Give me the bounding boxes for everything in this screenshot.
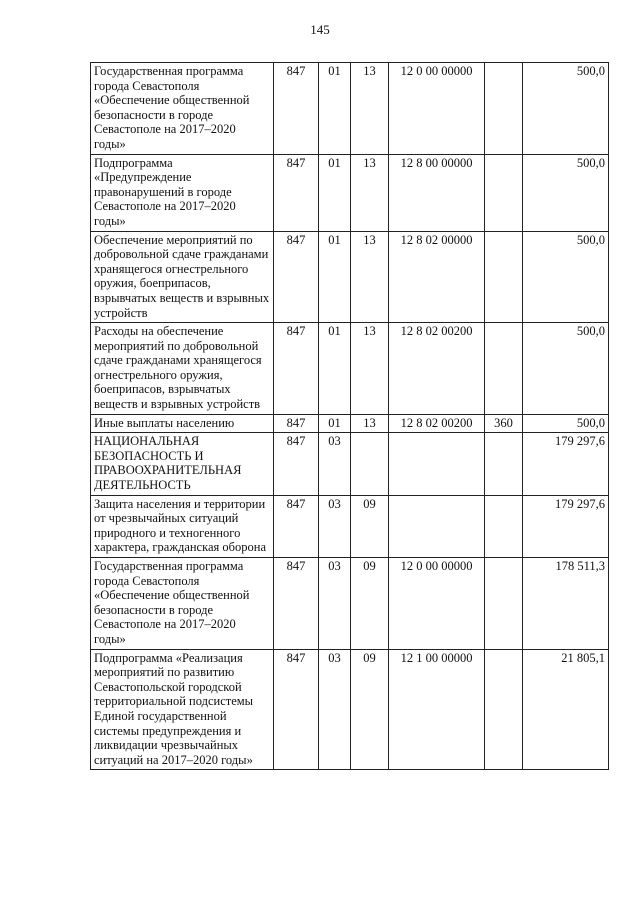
target-article-cell: 12 8 02 00000 xyxy=(389,231,485,323)
ved-cell: 847 xyxy=(274,414,319,433)
table-row xyxy=(91,558,609,650)
expense-type-cell xyxy=(485,558,523,650)
table-row xyxy=(91,649,609,770)
target-article-cell xyxy=(389,495,485,557)
row-name: Государственная программа города Севастополя «Обеспечение общественной безопасности в городе Севастополе на 2017–2020 годы» xyxy=(91,558,274,650)
ved-cell: 847 xyxy=(274,558,319,650)
row-name: НАЦИОНАЛЬНАЯ БЕЗОПАСНОСТЬ И ПРАВООХРАНИТЕЛЬНАЯ ДЕЯТЕЛЬНОСТЬ xyxy=(91,433,274,495)
table-row xyxy=(91,63,609,155)
section-cell: 01 xyxy=(319,154,351,231)
section-cell: 01 xyxy=(319,63,351,155)
table-row xyxy=(91,154,609,231)
row-name: Обеспечение мероприятий по добровольной сдаче гражданами хранящегося огнестрельного оружия, боеприпасов, взрывчатых веществ и взрывных устройств xyxy=(91,231,274,323)
target-article-cell: 12 8 00 00000 xyxy=(389,154,485,231)
row-name: Защита населения и территории от чрезвычайных ситуаций природного и техногенного характера, гражданская оборона xyxy=(91,495,274,557)
row-name: Государственная программа города Севастополя «Обеспечение общественной безопасности в городе Севастополе на 2017–2020 годы» xyxy=(91,63,274,155)
amount-cell: 21 805,1 xyxy=(523,649,609,770)
subsection-cell: 13 xyxy=(351,231,389,323)
section-cell: 03 xyxy=(319,495,351,557)
subsection-cell: 13 xyxy=(351,63,389,155)
expense-type-cell xyxy=(485,649,523,770)
ved-cell: 847 xyxy=(274,63,319,155)
ved-cell: 847 xyxy=(274,433,319,495)
subsection-cell: 09 xyxy=(351,558,389,650)
section-cell: 03 xyxy=(319,433,351,495)
expense-type-cell xyxy=(485,154,523,231)
section-cell: 01 xyxy=(319,323,351,415)
table-row xyxy=(91,495,609,557)
table-row xyxy=(91,414,609,433)
target-article-cell: 12 8 02 00200 xyxy=(389,414,485,433)
subsection-cell: 13 xyxy=(351,154,389,231)
amount-cell: 179 297,6 xyxy=(523,433,609,495)
amount-cell: 500,0 xyxy=(523,323,609,415)
subsection-cell: 13 xyxy=(351,323,389,415)
expense-type-cell: 360 xyxy=(485,414,523,433)
target-article-cell: 12 8 02 00200 xyxy=(389,323,485,415)
target-article-cell: 12 0 00 00000 xyxy=(389,63,485,155)
ved-cell: 847 xyxy=(274,231,319,323)
budget-table xyxy=(90,62,609,770)
amount-cell: 500,0 xyxy=(523,63,609,155)
row-name: Расходы на обеспечение мероприятий по добровольной сдаче гражданами хранящегося огнестрельного оружия, боеприпасов, взрывчатых веществ и взрывных устройств xyxy=(91,323,274,415)
table-row xyxy=(91,231,609,323)
expense-type-cell xyxy=(485,323,523,415)
section-cell: 03 xyxy=(319,558,351,650)
expense-type-cell xyxy=(485,433,523,495)
row-name: Подпрограмма «Реализация мероприятий по развитию Севастопольской городской территориальной подсистемы Единой государственной системы предупреждения и ликвидации чрезвычайных ситуаций на 2017–2020 годы» xyxy=(91,649,274,770)
subsection-cell: 09 xyxy=(351,649,389,770)
amount-cell: 179 297,6 xyxy=(523,495,609,557)
expense-type-cell xyxy=(485,231,523,323)
section-cell: 01 xyxy=(319,414,351,433)
ved-cell: 847 xyxy=(274,154,319,231)
ved-cell: 847 xyxy=(274,495,319,557)
ved-cell: 847 xyxy=(274,649,319,770)
section-cell: 03 xyxy=(319,649,351,770)
target-article-cell: 12 1 00 00000 xyxy=(389,649,485,770)
subsection-cell: 13 xyxy=(351,414,389,433)
amount-cell: 178 511,3 xyxy=(523,558,609,650)
table-row xyxy=(91,433,609,495)
target-article-cell: 12 0 00 00000 xyxy=(389,558,485,650)
expense-type-cell xyxy=(485,63,523,155)
amount-cell: 500,0 xyxy=(523,231,609,323)
table-row xyxy=(91,323,609,415)
amount-cell: 500,0 xyxy=(523,414,609,433)
subsection-cell xyxy=(351,433,389,495)
page-number: 145 xyxy=(310,22,330,37)
target-article-cell xyxy=(389,433,485,495)
ved-cell: 847 xyxy=(274,323,319,415)
section-cell: 01 xyxy=(319,231,351,323)
amount-cell: 500,0 xyxy=(523,154,609,231)
expense-type-cell xyxy=(485,495,523,557)
subsection-cell: 09 xyxy=(351,495,389,557)
row-name: Иные выплаты населению xyxy=(91,414,274,433)
row-name: Подпрограмма «Предупреждение правонарушений в городе Севастополе на 2017–2020 годы» xyxy=(91,154,274,231)
